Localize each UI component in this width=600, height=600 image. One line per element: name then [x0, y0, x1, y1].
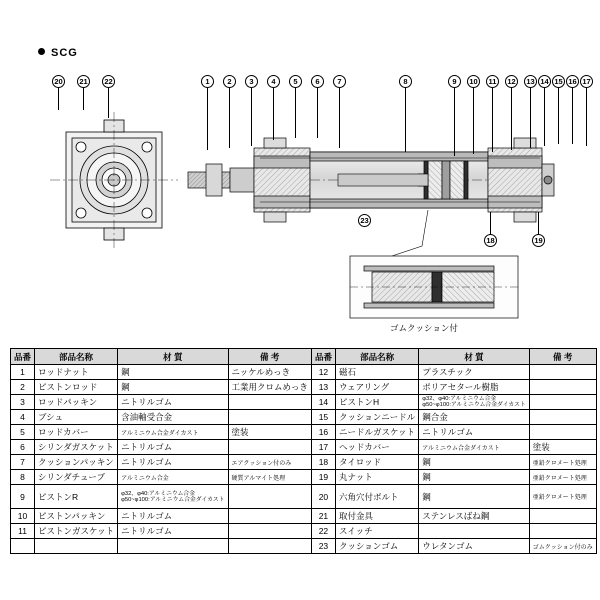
- cell-name: ロッドナット: [35, 365, 118, 380]
- callout-7: 7: [333, 75, 346, 88]
- cell-name: スイッチ: [335, 524, 418, 539]
- callout-12: 12: [505, 75, 518, 88]
- cell-no: 18: [311, 455, 335, 470]
- table-row: [11, 425, 597, 440]
- cell-material: ポリアセタール樹脂: [419, 380, 529, 395]
- cell-remark: [529, 380, 596, 395]
- cell-material-line1: φ32、φ40:アルミニウム合金: [121, 490, 196, 497]
- cell-material: [419, 395, 529, 410]
- cell-remark: 塗装: [529, 440, 596, 455]
- cell-no: 2: [11, 380, 35, 395]
- cell-no: 22: [311, 524, 335, 539]
- th-right-name: 部品名称: [335, 349, 418, 365]
- cell-material: ニトリルゴム: [118, 524, 228, 539]
- callout-1: 1: [201, 75, 214, 88]
- cell-no: 8: [11, 470, 35, 485]
- cell-material: ニトリルゴム: [419, 425, 529, 440]
- callout-17: 17: [580, 75, 593, 88]
- cell-name: シリンダチューブ: [35, 470, 118, 485]
- cell-material: ニトリルゴム: [118, 440, 228, 455]
- leader-7: [339, 88, 340, 148]
- callout-19: 19: [532, 234, 545, 247]
- cell-name: ロッドカバー: [35, 425, 118, 440]
- cell-remark: [529, 425, 596, 440]
- detail-note: ゴムクッション付: [390, 323, 458, 333]
- cell-remark: 亜鉛クロメート処理: [529, 485, 596, 509]
- cell-no: 11: [11, 524, 35, 539]
- cell-name: タイロッド: [335, 455, 418, 470]
- cell-remark: 工業用クロムめっき: [228, 380, 311, 395]
- leader-6: [317, 88, 318, 138]
- cell-no: 17: [311, 440, 335, 455]
- leader-21: [83, 88, 84, 110]
- callout-11: 11: [486, 75, 499, 88]
- cell-name: ロッドパッキン: [35, 395, 118, 410]
- cell-material: ウレタンゴム: [419, 539, 529, 554]
- cell-remark: [529, 509, 596, 524]
- cell-no: 23: [311, 539, 335, 554]
- callout-2: 2: [223, 75, 236, 88]
- cell-material: ニトリルゴム: [118, 509, 228, 524]
- leader-4: [273, 88, 274, 140]
- callout-9: 9: [448, 75, 461, 88]
- cell-name: ピストンロッド: [35, 380, 118, 395]
- cell-no: [11, 539, 35, 554]
- cell-no: 3: [11, 395, 35, 410]
- cell-material-line1: φ32、φ40:アルミニウム合金: [422, 396, 497, 402]
- callout-22: 22: [102, 75, 115, 88]
- cell-name: ヘッドカバー: [335, 440, 418, 455]
- cell-material: ステンレスばね鋼: [419, 509, 529, 524]
- cell-no: 4: [11, 410, 35, 425]
- cell-remark: [228, 440, 311, 455]
- cell-no: 9: [11, 485, 35, 509]
- cell-name: ピストンパッキン: [35, 509, 118, 524]
- cell-name: ピストンR: [35, 485, 118, 509]
- cell-remark: [529, 410, 596, 425]
- cell-material: 鋼合金: [419, 410, 529, 425]
- th-right-mat: 材 質: [419, 349, 529, 365]
- cell-remark: 亜鉛クロメート処理: [529, 455, 596, 470]
- cell-material: アルミニウム合金ダイカスト: [118, 425, 228, 440]
- cell-material: [419, 524, 529, 539]
- leader-20: [58, 88, 59, 110]
- cell-remark: ニッケルめっき: [228, 365, 311, 380]
- leader-16: [572, 88, 573, 144]
- table-row: [11, 470, 597, 485]
- cell-name: ピストンH: [335, 395, 418, 410]
- cell-name: ブシュ: [35, 410, 118, 425]
- cell-no: 14: [311, 395, 335, 410]
- cell-name: シリンダガスケット: [35, 440, 118, 455]
- leader-10: [473, 88, 474, 154]
- cell-remark: [529, 524, 596, 539]
- table-row: [11, 365, 597, 380]
- cell-material: 鋼: [419, 455, 529, 470]
- table-row: [11, 395, 597, 410]
- leader-5: [295, 88, 296, 138]
- cell-material: 鋼: [419, 485, 529, 509]
- parts-table: [10, 348, 597, 554]
- cell-remark: [228, 410, 311, 425]
- cell-no: 1: [11, 365, 35, 380]
- cell-material: 鋼: [419, 470, 529, 485]
- table-row: [11, 410, 597, 425]
- cell-remark: エアクッション付のみ: [228, 455, 311, 470]
- callout-3: 3: [245, 75, 258, 88]
- cell-name: クッションゴム: [335, 539, 418, 554]
- page-title: SCG: [38, 47, 78, 59]
- cell-material: アルミニウム合金: [118, 470, 228, 485]
- cell-remark: [529, 395, 596, 410]
- cell-name: ウェアリング: [335, 380, 418, 395]
- callout-4: 4: [267, 75, 280, 88]
- callout-10: 10: [467, 75, 480, 88]
- cell-name: ピストンガスケット: [35, 524, 118, 539]
- callout-16: 16: [566, 75, 579, 88]
- th-left-mat: 材 質: [118, 349, 228, 365]
- cell-remark: [228, 395, 311, 410]
- cell-name: 六角穴付ボルト: [335, 485, 418, 509]
- cell-name: ニードルガスケット: [335, 425, 418, 440]
- cell-no: 19: [311, 470, 335, 485]
- leader-3: [251, 88, 252, 146]
- table-row: [11, 440, 597, 455]
- th-right-rem: 備 考: [529, 349, 596, 365]
- callout-21: 21: [77, 75, 90, 88]
- cell-no: 16: [311, 425, 335, 440]
- cell-name: クッションニードル: [335, 410, 418, 425]
- cell-no: 21: [311, 509, 335, 524]
- leader-13: [530, 88, 531, 148]
- cell-material: ニトリルゴム: [118, 395, 228, 410]
- cell-name: クッションパッキン: [35, 455, 118, 470]
- th-left-name: 部品名称: [35, 349, 118, 365]
- callout-6: 6: [311, 75, 324, 88]
- cell-remark: [228, 509, 311, 524]
- cell-material: アルミニウム合金ダイカスト: [419, 440, 529, 455]
- leader-2: [229, 88, 230, 148]
- cell-no: 15: [311, 410, 335, 425]
- table-row: [11, 380, 597, 395]
- leader-9: [454, 88, 455, 156]
- callout-8: 8: [399, 75, 412, 88]
- cell-name: 取付金具: [335, 509, 418, 524]
- leader-15: [558, 88, 559, 144]
- assembly-drawing: [20, 60, 591, 340]
- cell-material: [118, 539, 228, 554]
- th-left-no: 品番: [11, 349, 35, 365]
- th-left-rem: 備 考: [228, 349, 311, 365]
- cell-remark: [228, 524, 311, 539]
- cylinder-cross-section-svg: [20, 60, 580, 340]
- cell-no: 7: [11, 455, 35, 470]
- cell-material: [118, 485, 228, 509]
- callout-14: 14: [538, 75, 551, 88]
- callout-18: 18: [484, 234, 497, 247]
- table-row: [11, 539, 597, 554]
- cell-name: 丸ナット: [335, 470, 418, 485]
- th-right-no: 品番: [311, 349, 335, 365]
- leader-1: [207, 88, 208, 150]
- callout-20: 20: [52, 75, 65, 88]
- cell-name: [35, 539, 118, 554]
- callout-5: 5: [289, 75, 302, 88]
- cell-material: プラスチック: [419, 365, 529, 380]
- table-row: [11, 485, 597, 509]
- cell-name: 磁石: [335, 365, 418, 380]
- cell-remark: [228, 539, 311, 554]
- leader-17: [586, 88, 587, 146]
- cell-material: ニトリルゴム: [118, 455, 228, 470]
- callout-15: 15: [552, 75, 565, 88]
- table-row: [11, 455, 597, 470]
- cell-material: 含油軸受合金: [118, 410, 228, 425]
- cell-material-line2: φ50~φ100:アルミニウム合金ダイカスト: [121, 496, 225, 503]
- table-row: [11, 524, 597, 539]
- cell-no: 13: [311, 380, 335, 395]
- table-row: [11, 509, 597, 524]
- cell-material: 鋼: [118, 380, 228, 395]
- leader-18: [490, 212, 491, 234]
- leader-14: [544, 88, 545, 146]
- cell-material-line2: φ50~φ100:アルミニウム合金ダイカスト: [422, 402, 526, 409]
- cell-remark: ゴムクッション付のみ: [529, 539, 596, 554]
- cell-no: 6: [11, 440, 35, 455]
- cell-no: 12: [311, 365, 335, 380]
- callout-23: 23: [358, 214, 371, 227]
- cell-no: 10: [11, 509, 35, 524]
- cell-no: 5: [11, 425, 35, 440]
- cell-material: 鋼: [118, 365, 228, 380]
- leader-22: [108, 88, 109, 118]
- cell-no: 20: [311, 485, 335, 509]
- table-header-row: [11, 349, 597, 365]
- callout-13: 13: [524, 75, 537, 88]
- leader-12: [511, 88, 512, 150]
- cell-remark: [228, 485, 311, 509]
- leader-19: [538, 212, 539, 234]
- cell-remark: 亜鉛クロメート処理: [529, 470, 596, 485]
- leader-11: [492, 88, 493, 152]
- leader-8: [405, 88, 406, 152]
- cell-remark: 塗装: [228, 425, 311, 440]
- cell-remark: 硬質アルマイト処理: [228, 470, 311, 485]
- bullet-icon: [38, 48, 45, 55]
- cell-remark: [529, 365, 596, 380]
